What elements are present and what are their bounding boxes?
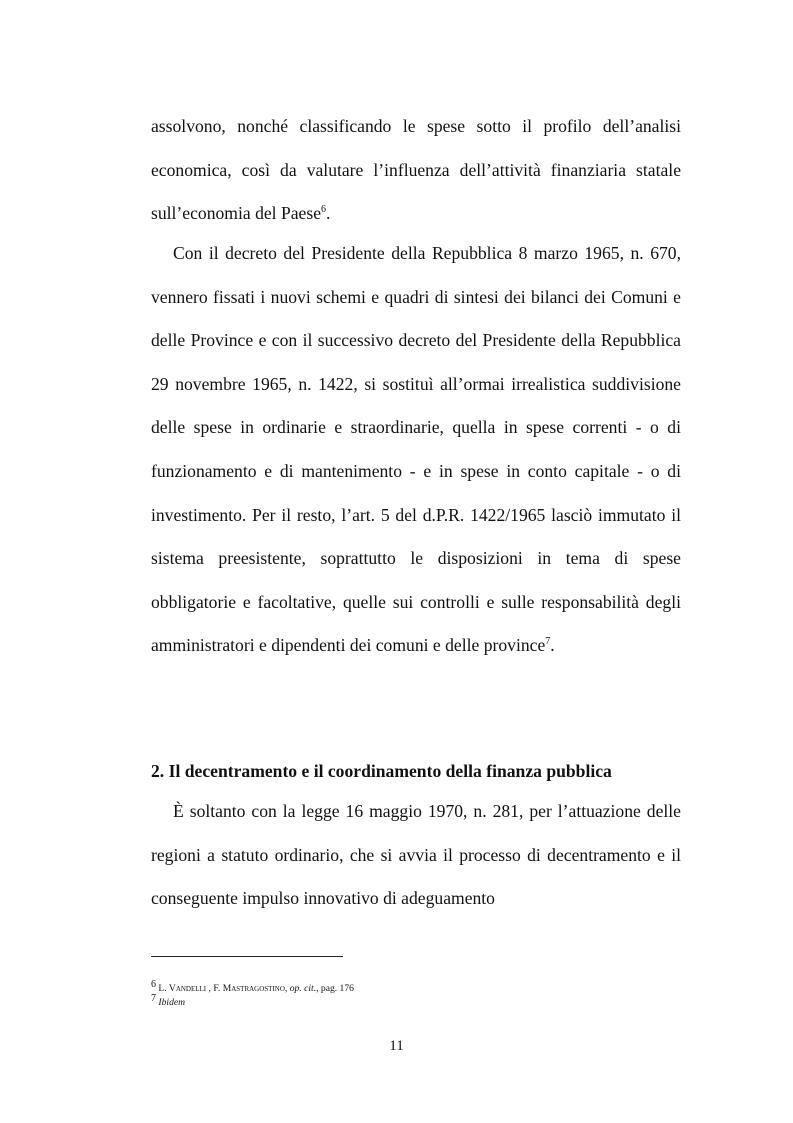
footnote-reference: 6 [321,204,327,216]
paragraph-end: . [550,635,555,656]
paragraph-text: È soltanto con la legge 16 maggio 1970, n. 281, per l’attuazione delle regioni a statuto ordinario, che si avvia il processo di decentramento e il conseguente impulso innovativo di adeguamento [151,801,681,909]
footnote-page: , pag. 176 [316,983,354,994]
paragraph-text: Con il decreto del Presidente della Repubblica 8 marzo 1965, n. 670, vennero fissati i nuovi schemi e quadri di sintesi dei bilanci dei Comuni e delle Province e con il successivo decreto del Presidente della Repubblica 29 novembre 1965, n. 1422, si sostituì all’ormai irrealistica suddivisione delle spese in ordinarie e straordinarie, quella in spese correnti - o di funzionamento e di mantenimento - e in spese in conto capitale - o di investimento. Per il resto, l’art. 5 del d.P.R. 1422/1965 lasciò immutato il sistema preesistente, soprattutto le disposizioni in tema di spese obbligatorie e facoltative, quelle sui controlli e sulle responsabilità degli amministratori e dipendenti dei comuni e delle province [151,243,681,656]
paragraph-continuation [151,105,681,236]
footnote-citation: Ibidem [158,997,186,1008]
footnote-citation: op. cit. [289,983,317,994]
footnote-6 [151,978,354,995]
paragraph-text: assolvono, nonché classificando le spese sotto il profilo dell’analisi economica, così da valutare l’influenza dell’attività finanziaria statale sull’economia del Paese [151,116,681,224]
paragraph-end: . [326,203,331,224]
footnote-7 [151,992,186,1009]
footnote-authors: L. Vandelli , F. Mastragostino, [158,983,288,994]
footnote-separator [151,956,343,957]
paragraph-decentralization [151,790,681,921]
page-number: 11 [389,1038,404,1054]
footnote-number: 7 [151,992,156,1004]
section-heading: 2. Il decentramento e il coordinamento della finanza pubblica [151,761,612,781]
footnote-number: 6 [151,978,156,990]
footnote-reference: 7 [545,636,551,648]
paragraph-decree [151,232,681,668]
